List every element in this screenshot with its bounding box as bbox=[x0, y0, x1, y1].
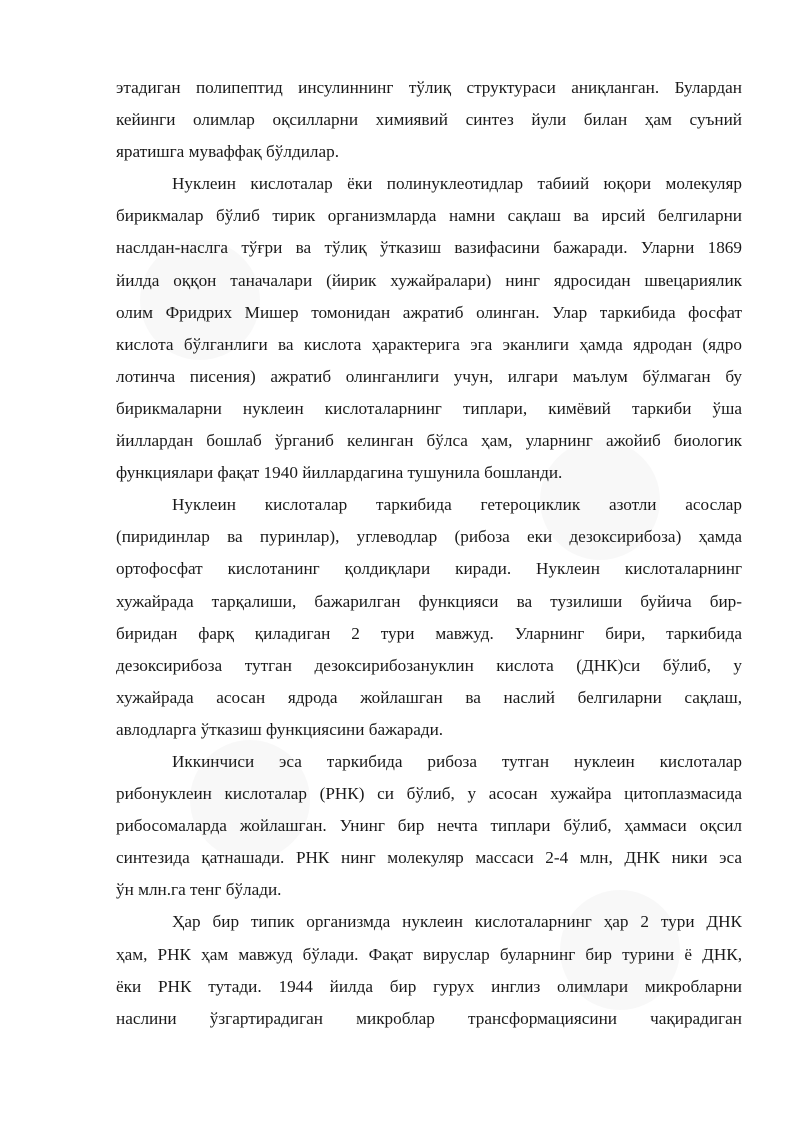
text-line: (пиридинлар ва пуринлар), углеводлар (рибоза еки дезоксирибоза) ҳамда bbox=[116, 527, 742, 547]
text-line: хужайрада асосан ядрода жойлашган ва наслий белгиларни сақлаш, bbox=[116, 687, 742, 707]
text-line: ўн млн.га тенг бўлади. bbox=[116, 880, 282, 900]
text-line: Ҳар бир типик организмда нуклеин кислоталарнинг ҳар 2 тури ДНК bbox=[172, 912, 742, 932]
text-line: наслдан-наслга тўғри ва тўлиқ ўтказиш вазифасини бажаради. Уларни 1869 bbox=[116, 238, 742, 258]
paragraph bbox=[116, 168, 742, 489]
paragraph bbox=[116, 906, 742, 1034]
text-line: бирикмалар бўлиб тирик организмларда намни сақлаш ва ирсий белгиларни bbox=[116, 206, 742, 226]
text-line: Иккинчиси эса таркибида рибоза тутган нуклеин кислоталар bbox=[172, 751, 742, 771]
text-line: хужайрада тарқалиши, бажарилган функцияси ва тузилиши буйича бир- bbox=[116, 591, 742, 611]
paragraph bbox=[116, 72, 742, 168]
text-line: олим Фридрих Мишер томонидан ажратиб олинган. Улар таркибида фосфат bbox=[116, 302, 742, 322]
text-line: функциялари фақат 1940 йиллардагина тушунила бошланди. bbox=[116, 463, 563, 483]
text-line: биридан фарқ қиладиган 2 тури мавжуд. Уларнинг бири, таркибида bbox=[116, 623, 742, 643]
text-line: лотинча писения) ажратиб олинганлиги учун, илгари маълум бўлмаган бу bbox=[116, 366, 742, 386]
text-line: авлодларга ўтказиш функциясини бажаради. bbox=[116, 719, 444, 739]
text-line: рибосомаларда жойлашган. Унинг бир нечта типлари бўлиб, ҳаммаси оқсил bbox=[116, 816, 742, 836]
text-line: бирикмаларни нуклеин кислоталарнинг типлари, кимёвий таркиби ўша bbox=[116, 398, 742, 418]
paragraph bbox=[116, 746, 742, 906]
text-line: йилда оққон таначалари (йирик хужайралари) нинг ядросидан швецариялик bbox=[116, 270, 742, 290]
text-line: Нуклеин кислоталар ёки полинуклеотидлар табиий юқори молекуляр bbox=[172, 174, 742, 194]
text-line: этадиган полипептид инсулиннинг тўлиқ структураси аниқланган. Булардан bbox=[116, 78, 742, 97]
paragraph bbox=[116, 489, 742, 746]
text-line: ёки РНК тутади. 1944 йилда бир гурух инглиз олимлари микробларни bbox=[116, 976, 742, 996]
text-line: синтезида қатнашади. РНК нинг молекуляр массаси 2-4 млн, ДНК ники эса bbox=[116, 848, 742, 868]
document-body bbox=[116, 72, 742, 1035]
text-line: наслини ўзгартирадиган микроблар трансформациясини чақирадиган bbox=[116, 1008, 742, 1028]
text-line: яратишга муваффақ бўлдилар. bbox=[116, 142, 339, 162]
text-line: йиллардан бошлаб ўрганиб келинган бўлса ҳам, уларнинг ажойиб биологик bbox=[116, 431, 742, 451]
text-line: дезоксирибоза тутган дезоксирибозануклин кислота (ДНК)си бўлиб, у bbox=[116, 655, 742, 675]
text-line: ҳам, РНК ҳам мавжуд бўлади. Фақат вируслар буларнинг бир турини ё ДНК, bbox=[116, 944, 742, 964]
text-line: кейинги олимлар оқсилларни химиявий синтез йули билан ҳам суъний bbox=[116, 110, 742, 130]
text-line: Нуклеин кислоталар таркибида гетероциклик азотли асослар bbox=[172, 495, 742, 515]
text-line: рибонуклеин кислоталар (РНК) си бўлиб, у асосан хужайра цитоплазмасида bbox=[116, 784, 742, 804]
text-line: кислота бўлганлиги ва кислота ҳарактерига эга эканлиги ҳамда ядродан (ядро bbox=[116, 334, 742, 354]
text-line: ортофосфат кислотанинг қолдиқлари киради. Нуклеин кислоталарнинг bbox=[116, 559, 742, 579]
